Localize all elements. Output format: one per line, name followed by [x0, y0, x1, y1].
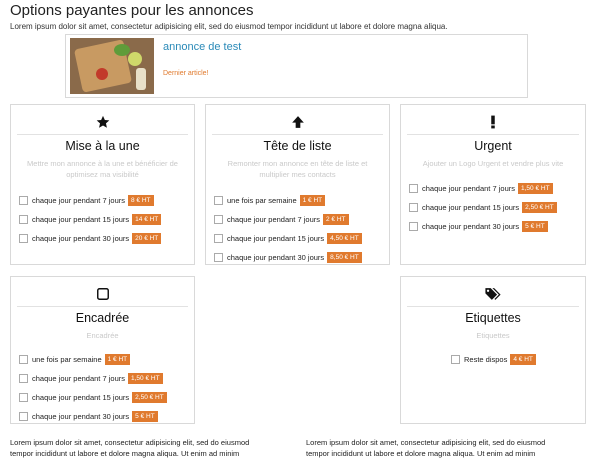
- card-description: Encadrée: [86, 331, 119, 340]
- option-row[interactable]: chaque jour pendant 7 jours 2 € HT: [214, 213, 349, 225]
- checkbox[interactable]: [19, 215, 28, 224]
- option-row[interactable]: chaque jour pendant 7 jours 1,50 € HT: [409, 182, 553, 194]
- checkbox[interactable]: [214, 234, 223, 243]
- checkbox[interactable]: [19, 196, 28, 205]
- price-badge: 14 € HT: [132, 214, 161, 225]
- price-badge: 2,50 € HT: [132, 392, 167, 403]
- card-title: Etiquettes: [465, 311, 521, 325]
- price-badge: 5 € HT: [132, 411, 158, 422]
- option-card-encadree: [10, 276, 195, 424]
- option-row[interactable]: chaque jour pendant 7 jours 8 € HT: [19, 194, 154, 206]
- price-badge: 4 € HT: [510, 354, 536, 365]
- tags-icon: [401, 285, 585, 303]
- option-row[interactable]: chaque jour pendant 30 jours 20 € HT: [19, 232, 161, 244]
- card-description: Ajouter un Logo Urgent et vendre plus vite: [422, 159, 564, 168]
- price-badge: 1,50 € HT: [128, 373, 163, 384]
- page-title: Options payantes pour les annonces: [10, 2, 254, 19]
- exclamation-icon: [401, 113, 585, 131]
- footer-text-right: Lorem ipsum dolor sit amet, consectetur adipisicing elit, sed do eiusmod tempor incididunt ut labore et dolore magna aliqua. Ut enim ad minim: [306, 438, 546, 458]
- option-row[interactable]: chaque jour pendant 30 jours 5 € HT: [409, 220, 548, 232]
- option-row[interactable]: une fois par semaine 1 € HT: [214, 194, 325, 206]
- ad-subtitle: Dernier article!: [163, 70, 209, 77]
- card-title: Encadrée: [75, 311, 130, 325]
- option-row[interactable]: chaque jour pendant 7 jours 1,50 € HT: [19, 372, 163, 384]
- checkbox[interactable]: [214, 215, 223, 224]
- ad-thumbnail: [70, 38, 154, 94]
- card-title: Mise à la une: [65, 139, 140, 153]
- arrow-up-icon: [206, 113, 389, 131]
- price-badge: 2 € HT: [323, 214, 349, 225]
- option-row[interactable]: chaque jour pendant 15 jours 2,50 € HT: [19, 391, 167, 403]
- option-card-tete-de-liste: [205, 104, 390, 265]
- price-badge: 5 € HT: [522, 221, 548, 232]
- checkbox[interactable]: [409, 203, 418, 212]
- checkbox[interactable]: [19, 234, 28, 243]
- option-card-urgent: [400, 104, 586, 265]
- price-badge: 4,50 € HT: [327, 233, 362, 244]
- option-card-etiquettes: [400, 276, 586, 424]
- option-row[interactable]: une fois par semaine 1 € HT: [19, 353, 130, 365]
- checkbox[interactable]: [409, 222, 418, 231]
- card-description: Remonter mon annonce en tête de liste et multiplier mes contacts: [227, 159, 368, 179]
- option-row[interactable]: chaque jour pendant 15 jours 14 € HT: [19, 213, 161, 225]
- price-badge: 8,50 € HT: [327, 252, 362, 263]
- checkbox[interactable]: [214, 196, 223, 205]
- option-card-une: [10, 104, 195, 265]
- checkbox[interactable]: [19, 393, 28, 402]
- card-description: Etiquettes: [476, 331, 510, 340]
- checkbox[interactable]: [19, 355, 28, 364]
- price-badge: 2,50 € HT: [522, 202, 557, 213]
- option-row[interactable]: chaque jour pendant 30 jours 8,50 € HT: [214, 251, 362, 263]
- checkbox[interactable]: [409, 184, 418, 193]
- price-badge: 20 € HT: [132, 233, 161, 244]
- square-icon: [11, 285, 194, 303]
- price-badge: 1,50 € HT: [518, 183, 553, 194]
- checkbox[interactable]: [19, 412, 28, 421]
- option-row[interactable]: chaque jour pendant 15 jours 2,50 € HT: [409, 201, 557, 213]
- price-badge: 1 € HT: [105, 354, 131, 365]
- footer-text-left: Lorem ipsum dolor sit amet, consectetur adipisicing elit, sed do eiusmod tempor incididunt ut labore et dolore magna aliqua. Ut enim ad minim: [10, 438, 250, 458]
- ad-title-link[interactable]: annonce de test: [163, 41, 242, 53]
- card-title: Tête de liste: [263, 139, 332, 153]
- checkbox[interactable]: [214, 253, 223, 262]
- star-icon: [11, 113, 194, 131]
- ad-preview[interactable]: [65, 34, 528, 98]
- intro-text: Lorem ipsum dolor sit amet, consectetur adipisicing elit, sed do eiusmod tempor incididunt ut labore et dolore magna aliqua.: [10, 22, 448, 31]
- card-description: Mettre mon annonce à la une et bénéficier de optimisez ma visibilité: [27, 159, 178, 179]
- checkbox[interactable]: [451, 355, 460, 364]
- option-row[interactable]: chaque jour pendant 30 jours 5 € HT: [19, 410, 158, 422]
- option-row[interactable]: chaque jour pendant 15 jours 4,50 € HT: [214, 232, 362, 244]
- card-title: Urgent: [474, 139, 512, 153]
- checkbox[interactable]: [19, 374, 28, 383]
- option-row[interactable]: Reste dispos 4 € HT: [451, 353, 536, 365]
- price-badge: 8 € HT: [128, 195, 154, 206]
- price-badge: 1 € HT: [300, 195, 326, 206]
